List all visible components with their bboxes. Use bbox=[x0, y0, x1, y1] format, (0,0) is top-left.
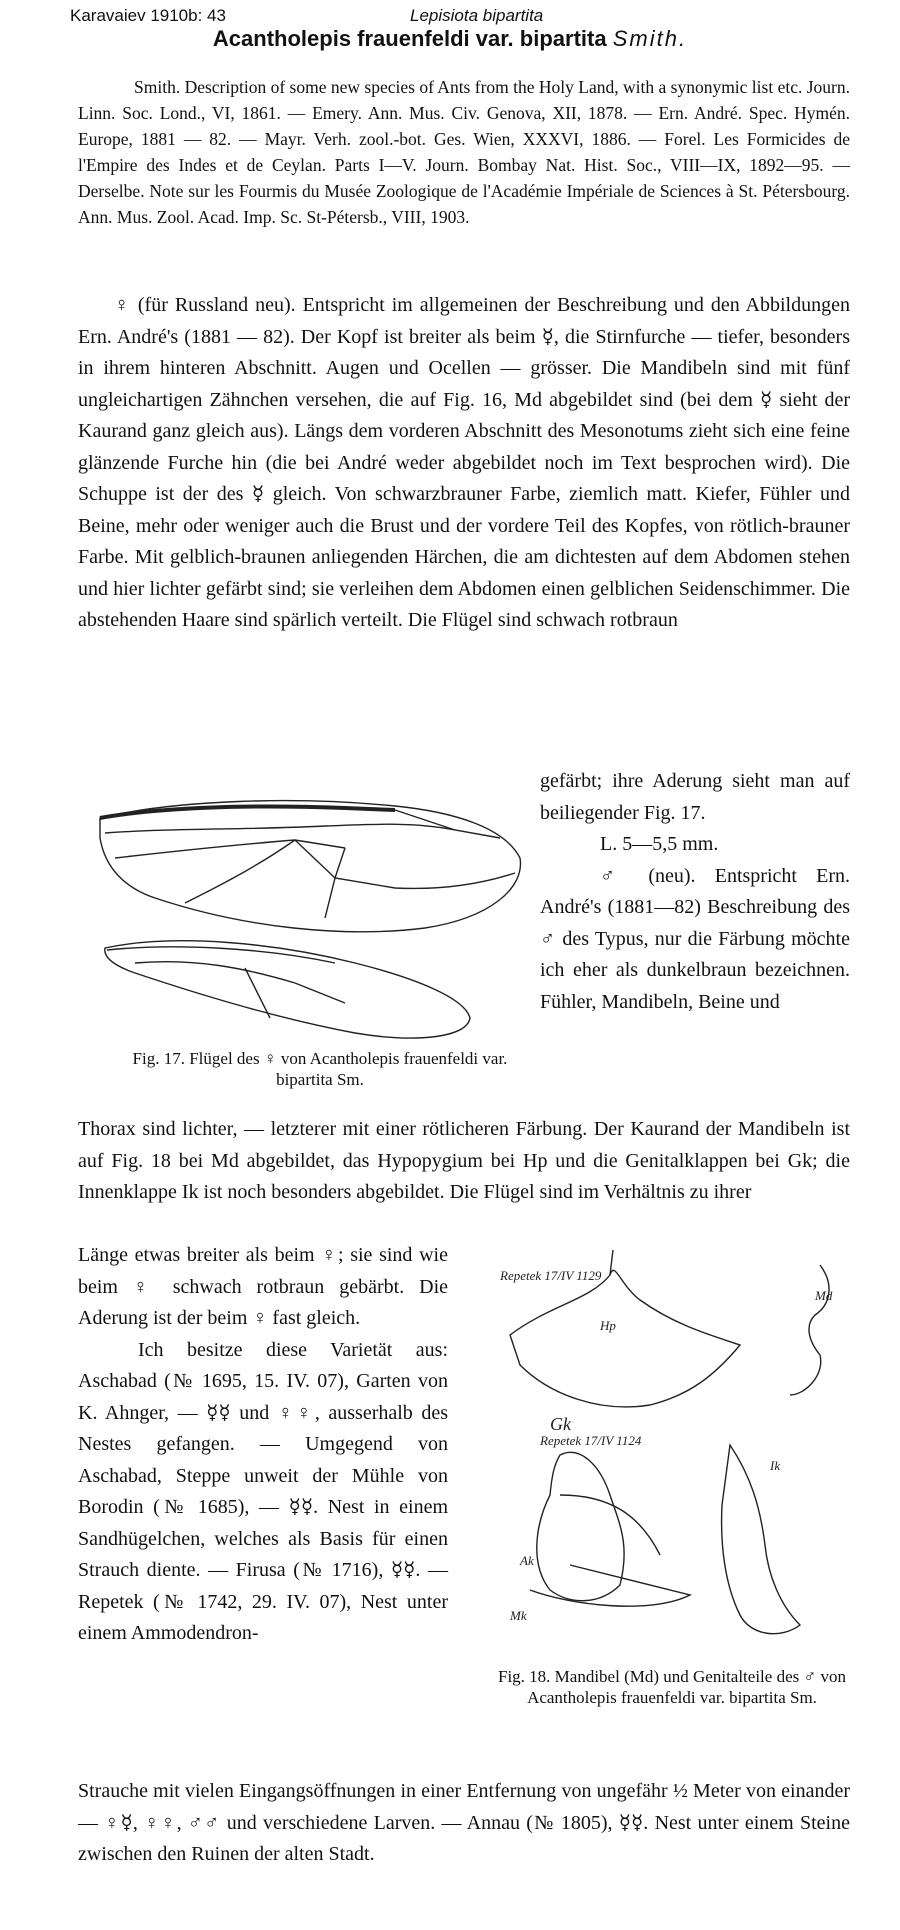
title-author: Smith. bbox=[612, 26, 688, 51]
male-paragraph: ♂ (neu). Entspricht Ern. André's (1881—82) Beschreibung des ♂ des Typus, nur die Färbung möchte ich eher als dunkelbraun bezeichnen. Fühler, Mandibeln, Beine und bbox=[540, 864, 850, 1013]
label-mk: Mk bbox=[510, 1608, 527, 1623]
male-description bbox=[78, 1114, 850, 1209]
source-header: Karavaiev 1910b: 43 bbox=[70, 6, 226, 25]
label-repetek-2: Repetek 17/IV 1124 bbox=[540, 1433, 642, 1448]
label-hp: Hp bbox=[600, 1318, 616, 1333]
localities-end bbox=[78, 1776, 850, 1871]
male-paragraph-cont: Thorax sind lichter, — letzterer mit einer rötlicheren Färbung. Der Kaurand der Mandibeln ist auf Fig. 18 bei Md abgebildet, das Hypopygium bei Hp und die Genitalklappen bei Gk; die Innenklappe Ik ist noch besonders abgebildet. Die Flügel sind im Verhältnis zu ihrer bbox=[78, 1118, 850, 1203]
size-measurement: L. 5—5,5 mm. bbox=[600, 833, 719, 855]
label-ak: Ak bbox=[520, 1553, 534, 1568]
figure-18-genitalia bbox=[490, 1245, 850, 1665]
label-gk: Gk bbox=[550, 1414, 571, 1434]
figure-17-caption: Fig. 17. Flügel des ♀ von Acantholepis frauenfeldi var. bipartita Sm. bbox=[132, 1049, 508, 1089]
female-continuation-column bbox=[540, 766, 850, 1018]
female-paragraph: ♀ (für Russland neu). Entspricht im allgemeinen der Beschreibung und den Abbildungen Ern. André's (1881 — 82). Der Kopf ist breiter als beim ☿, die Stirnfurche — tiefer, besonders in ihrem hinteren Abschnitt. Augen und Ocellen — grösser. Die Mandibeln sind mit fünf ungleichartigen Zähnchen versehen, die auf Fig. 16, Md abgebildet sind (bei dem ☿ sieht der Kaurand ganz gleich aus). Längs dem vorderen Abschnitt des Mesonotums zieht sich eine feine glänzende Furche hin (die bei André weder abgebildet noch im Text besprochen wird). Die Schuppe ist der des ☿ gleich. Von schwarzbrauner Farbe, ziemlich matt. Kiefer, Fühler und Beine, mehr oder weniger auch die Brust und der vordere Teil des Kopfes, von rötlich-brauner Farbe. Mit gelblich-braunen anliegenden Härchen, die am dichtesten auf dem Abdomen stehen und hier lichter gefärbt sind; sie verleihen dem Abdomen einen gelblichen Seidenschimmer. Die abstehenden Haare sind spärlich verteilt. Die Flügel sind schwach rotbraun bbox=[78, 294, 850, 631]
figure-18-caption: Fig. 18. Mandibel (Md) und Genitalteile des ♂ von Acantholepis frauenfeldi var. bipartita Sm. bbox=[498, 1667, 846, 1707]
references bbox=[78, 74, 850, 230]
female-paragraph-cont: gefärbt; ihre Aderung sieht man auf beiliegender Fig. 17. bbox=[540, 770, 850, 824]
female-description bbox=[78, 290, 850, 637]
male-paragraph-end: Länge etwas breiter als beim ♀; sie sind wie beim ♀ schwach rotbraun gebärbt. Die Aderung ist der beim ♀ fast gleich. bbox=[78, 1244, 448, 1329]
localities-paragraph: Ich besitze diese Varietät aus: Aschabad (№ 1695, 15. IV. 07), Garten von K. Ahnger, — ☿☿ und ♀♀, ausserhalb des Nestes gefangen. — Umgegend von Aschabad, Steppe unweit der Mühle von Borodin (№ 1685), — ☿☿. Nest in einem Sandhügelchen, welches als Basis für einen Strauch diente. — Firusa (№ 1716), ☿☿. — Repetek (№ 1742, 29. IV. 07), Nest unter einem Ammodendron- bbox=[78, 1338, 448, 1644]
title-main: Acantholepis frauenfeldi var. bipartita bbox=[212, 26, 607, 51]
running-title: Lepisiota bipartita bbox=[410, 6, 544, 25]
label-repetek-1: Repetek 17/IV 1129 bbox=[500, 1268, 602, 1283]
label-ik: Ik bbox=[770, 1458, 781, 1473]
reference-text: Smith. Description of some new species of Ants from the Holy Land, with a synonymic list etc. Journ. Linn. Soc. Lond., VI, 1861. — Emery. Ann. Mus. Civ. Genova, XII, 1878. — Ern. André. Spec. Hymén. Europe, 1881 — 82. — Mayr. Verh. zool.-bot. Ges. Wien, XXXVI, 1886. — Forel. Les Formicides de l'Empire des Indes et de Ceylan. Parts I—V. Journ. Bombay Nat. Hist. Soc., VIII—IX, 1892—95. — Derselbe. Note sur les Fourmis du Musée Zoologique de l'Académie Impériale de Sciences à St. Pétersbourg. Ann. Mus. Zool. Acad. Imp. Sc. St-Pétersb., VIII, 1903. bbox=[78, 77, 850, 227]
localities-column bbox=[78, 1240, 448, 1650]
localities-paragraph-end: Strauche mit vielen Eingangsöffnungen in einer Entfernung von ungefähr ½ Meter von einander — ♀☿, ♀♀, ♂♂ und verschiedene Larven. — Annau (№ 1805), ☿☿. Nest unter einem Steine zwischen den Ruinen der alten Stadt. bbox=[78, 1780, 850, 1865]
label-md: Md bbox=[815, 1288, 833, 1303]
page-title bbox=[0, 26, 900, 52]
figure-17-wings bbox=[95, 778, 525, 1048]
